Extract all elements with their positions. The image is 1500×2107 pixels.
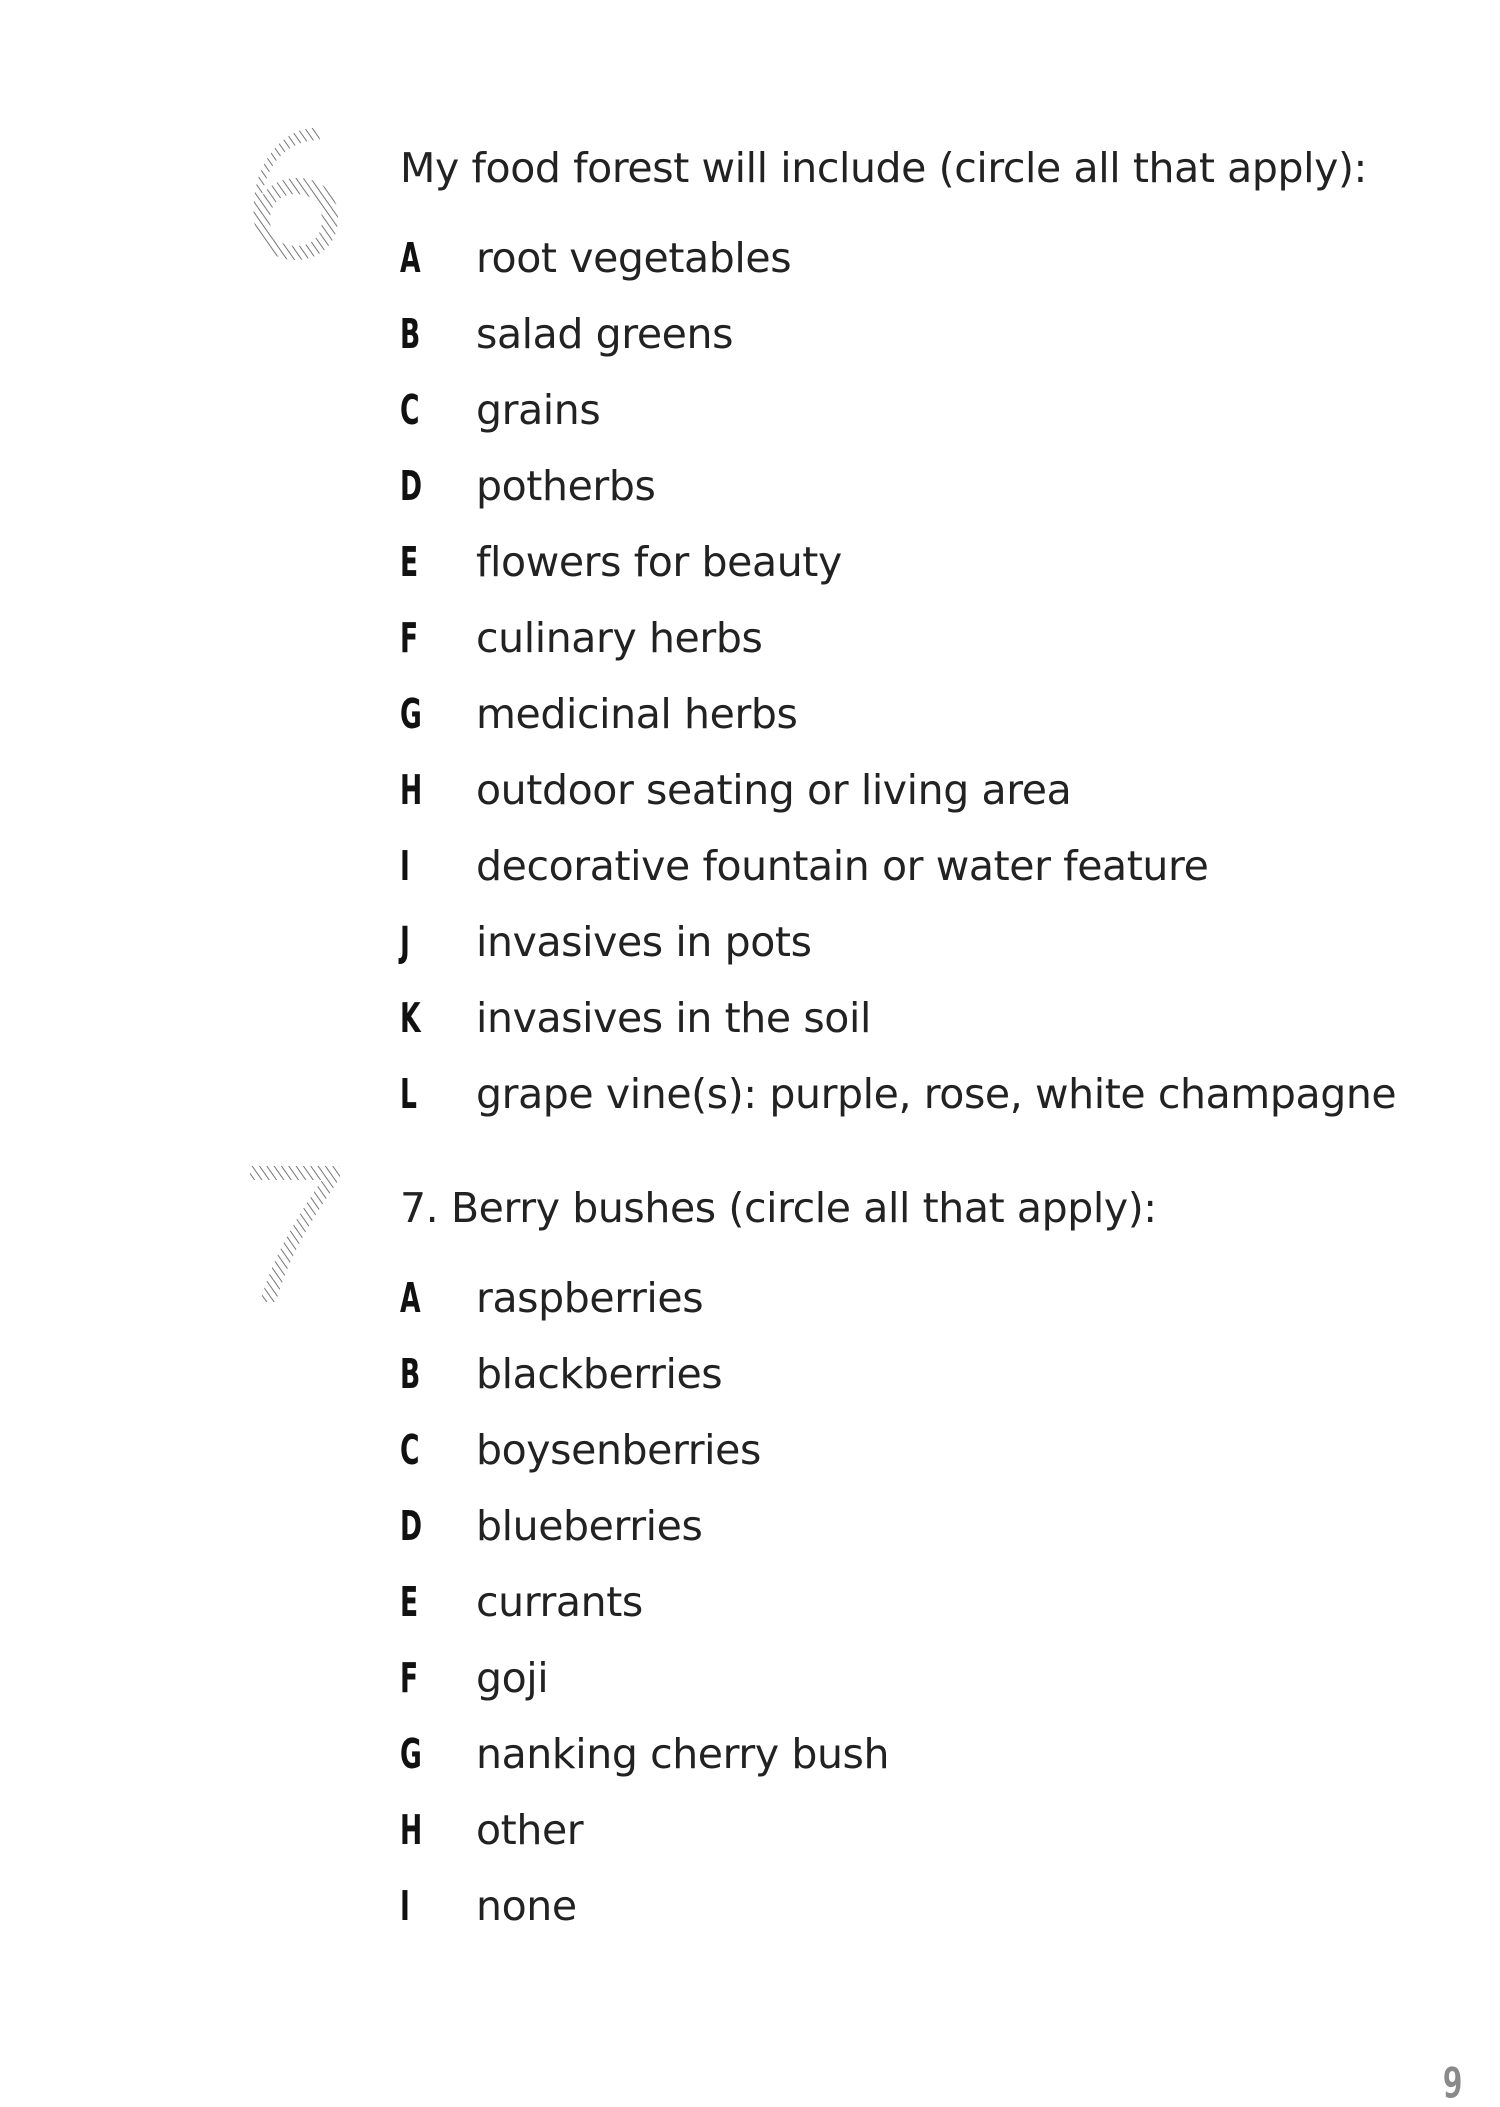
option-d[interactable] [400, 1488, 889, 1564]
option-c[interactable] [400, 372, 1396, 448]
option-g[interactable] [400, 676, 1396, 752]
option-text: potherbs [476, 462, 656, 510]
option-text: raspberries [476, 1274, 704, 1322]
option-letter: K [400, 994, 420, 1042]
option-l[interactable] [400, 1056, 1396, 1132]
option-b[interactable] [400, 296, 1396, 372]
option-text: invasives in the soil [476, 994, 871, 1042]
question-number-7 [240, 1160, 350, 1310]
option-b[interactable] [400, 1336, 889, 1412]
option-letter: C [400, 1426, 419, 1474]
option-letter: C [400, 386, 419, 434]
option-letter: A [400, 1274, 420, 1322]
option-i[interactable] [400, 1868, 889, 1944]
option-letter: E [400, 538, 418, 586]
option-text: boysenberries [476, 1426, 761, 1474]
option-letter: F [400, 1654, 418, 1702]
option-f[interactable] [400, 600, 1396, 676]
option-i[interactable] [400, 828, 1396, 904]
option-text: currants [476, 1578, 643, 1626]
option-text: blueberries [476, 1502, 703, 1550]
option-letter: F [400, 614, 418, 662]
option-text: invasives in pots [476, 918, 812, 966]
option-text: blackberries [476, 1350, 723, 1398]
page-number: 9 [1442, 2058, 1463, 2107]
option-j[interactable] [400, 904, 1396, 980]
option-text: grains [476, 386, 601, 434]
option-g[interactable] [400, 1716, 889, 1792]
option-h[interactable] [400, 1792, 889, 1868]
option-d[interactable] [400, 448, 1396, 524]
option-text: nanking cherry bush [476, 1730, 890, 1778]
option-text: grape vine(s): purple, rose, white champagne [476, 1070, 1397, 1118]
option-letter: G [400, 690, 422, 738]
option-letter: B [400, 1350, 420, 1398]
option-letter: D [400, 462, 422, 510]
option-letter: E [400, 1578, 418, 1626]
option-text: culinary herbs [476, 614, 763, 662]
option-e[interactable] [400, 1564, 889, 1640]
option-text: outdoor seating or living area [476, 766, 1072, 814]
question-prompt: My food forest will include (circle all that apply): [400, 144, 1367, 192]
option-letter: A [400, 234, 420, 282]
option-letter: H [400, 1806, 422, 1854]
option-a[interactable] [400, 220, 1396, 296]
option-k[interactable] [400, 980, 1396, 1056]
option-text: salad greens [476, 310, 734, 358]
option-a[interactable] [400, 1260, 889, 1336]
options-list [400, 220, 1396, 1132]
option-letter: H [400, 766, 422, 814]
option-c[interactable] [400, 1412, 889, 1488]
option-e[interactable] [400, 524, 1396, 600]
question-number-6 [240, 120, 350, 270]
option-letter: D [400, 1502, 422, 1550]
option-f[interactable] [400, 1640, 889, 1716]
option-text: medicinal herbs [476, 690, 798, 738]
option-letter: B [400, 310, 420, 358]
option-text: other [476, 1806, 584, 1854]
option-text: decorative fountain or water feature [476, 842, 1209, 890]
option-text: none [476, 1882, 577, 1930]
option-text: flowers for beauty [476, 538, 842, 586]
question-prompt: 7. Berry bushes (circle all that apply): [400, 1184, 1157, 1232]
option-letter: G [400, 1730, 422, 1778]
option-h[interactable] [400, 752, 1396, 828]
option-letter: I [400, 842, 410, 890]
option-letter: L [400, 1070, 417, 1118]
options-list [400, 1260, 889, 1944]
option-letter: I [400, 1882, 410, 1930]
option-text: goji [476, 1654, 549, 1702]
option-text: root vegetables [476, 234, 792, 282]
option-letter: J [400, 918, 410, 966]
